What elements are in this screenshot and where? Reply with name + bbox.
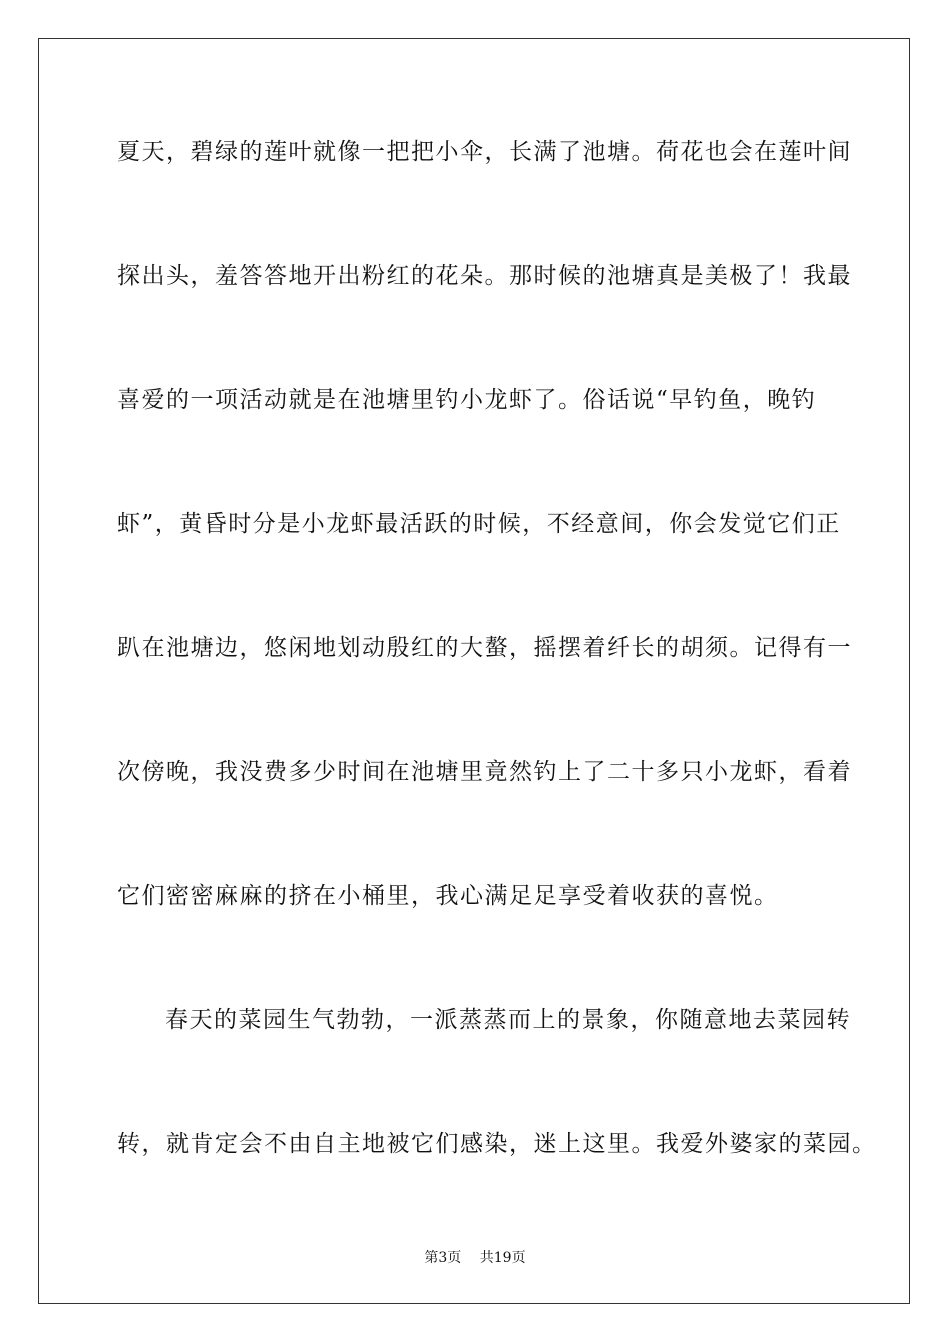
page-number: 第3页: [424, 1250, 462, 1266]
paragraph-line-7: 它们密密麻麻的挤在小桶里，我心满足足享受着收获的喜悦。: [117, 883, 779, 909]
paragraph-line-3: 喜爱的一项活动就是在池塘里钓小龙虾了。俗话说“早钓鱼，晚钓: [117, 387, 817, 413]
paragraph-line-2: 探出头，羞答答地开出粉红的花朵。那时候的池塘真是美极了！我最: [117, 263, 852, 289]
page-border: [38, 38, 910, 1304]
paragraph-line-6: 次傍晚，我没费多少时间在池塘里竟然钓上了二十多只小龙虾，看着: [117, 759, 852, 785]
page-footer: [0, 1249, 950, 1267]
paragraph-line-5: 趴在池塘边，悠闲地划动殷红的大螯，摇摆着纤长的胡须。记得有一: [117, 635, 852, 661]
paragraph-line-9: 转，就肯定会不由自主地被它们感染，迷上这里。我爱外婆家的菜园。: [117, 1131, 877, 1157]
paragraph-line-8: 春天的菜园生气勃勃，一派蒸蒸而上的景象，你随意地去菜园转: [165, 1007, 851, 1033]
paragraph-line-4: 虾”，黄昏时分是小龙虾最活跃的时候，不经意间，你会发觉它们正: [117, 511, 841, 537]
page-total: 共19页: [479, 1250, 526, 1266]
paragraph-line-1: 夏天，碧绿的莲叶就像一把把小伞，长满了池塘。荷花也会在莲叶间: [117, 139, 852, 165]
